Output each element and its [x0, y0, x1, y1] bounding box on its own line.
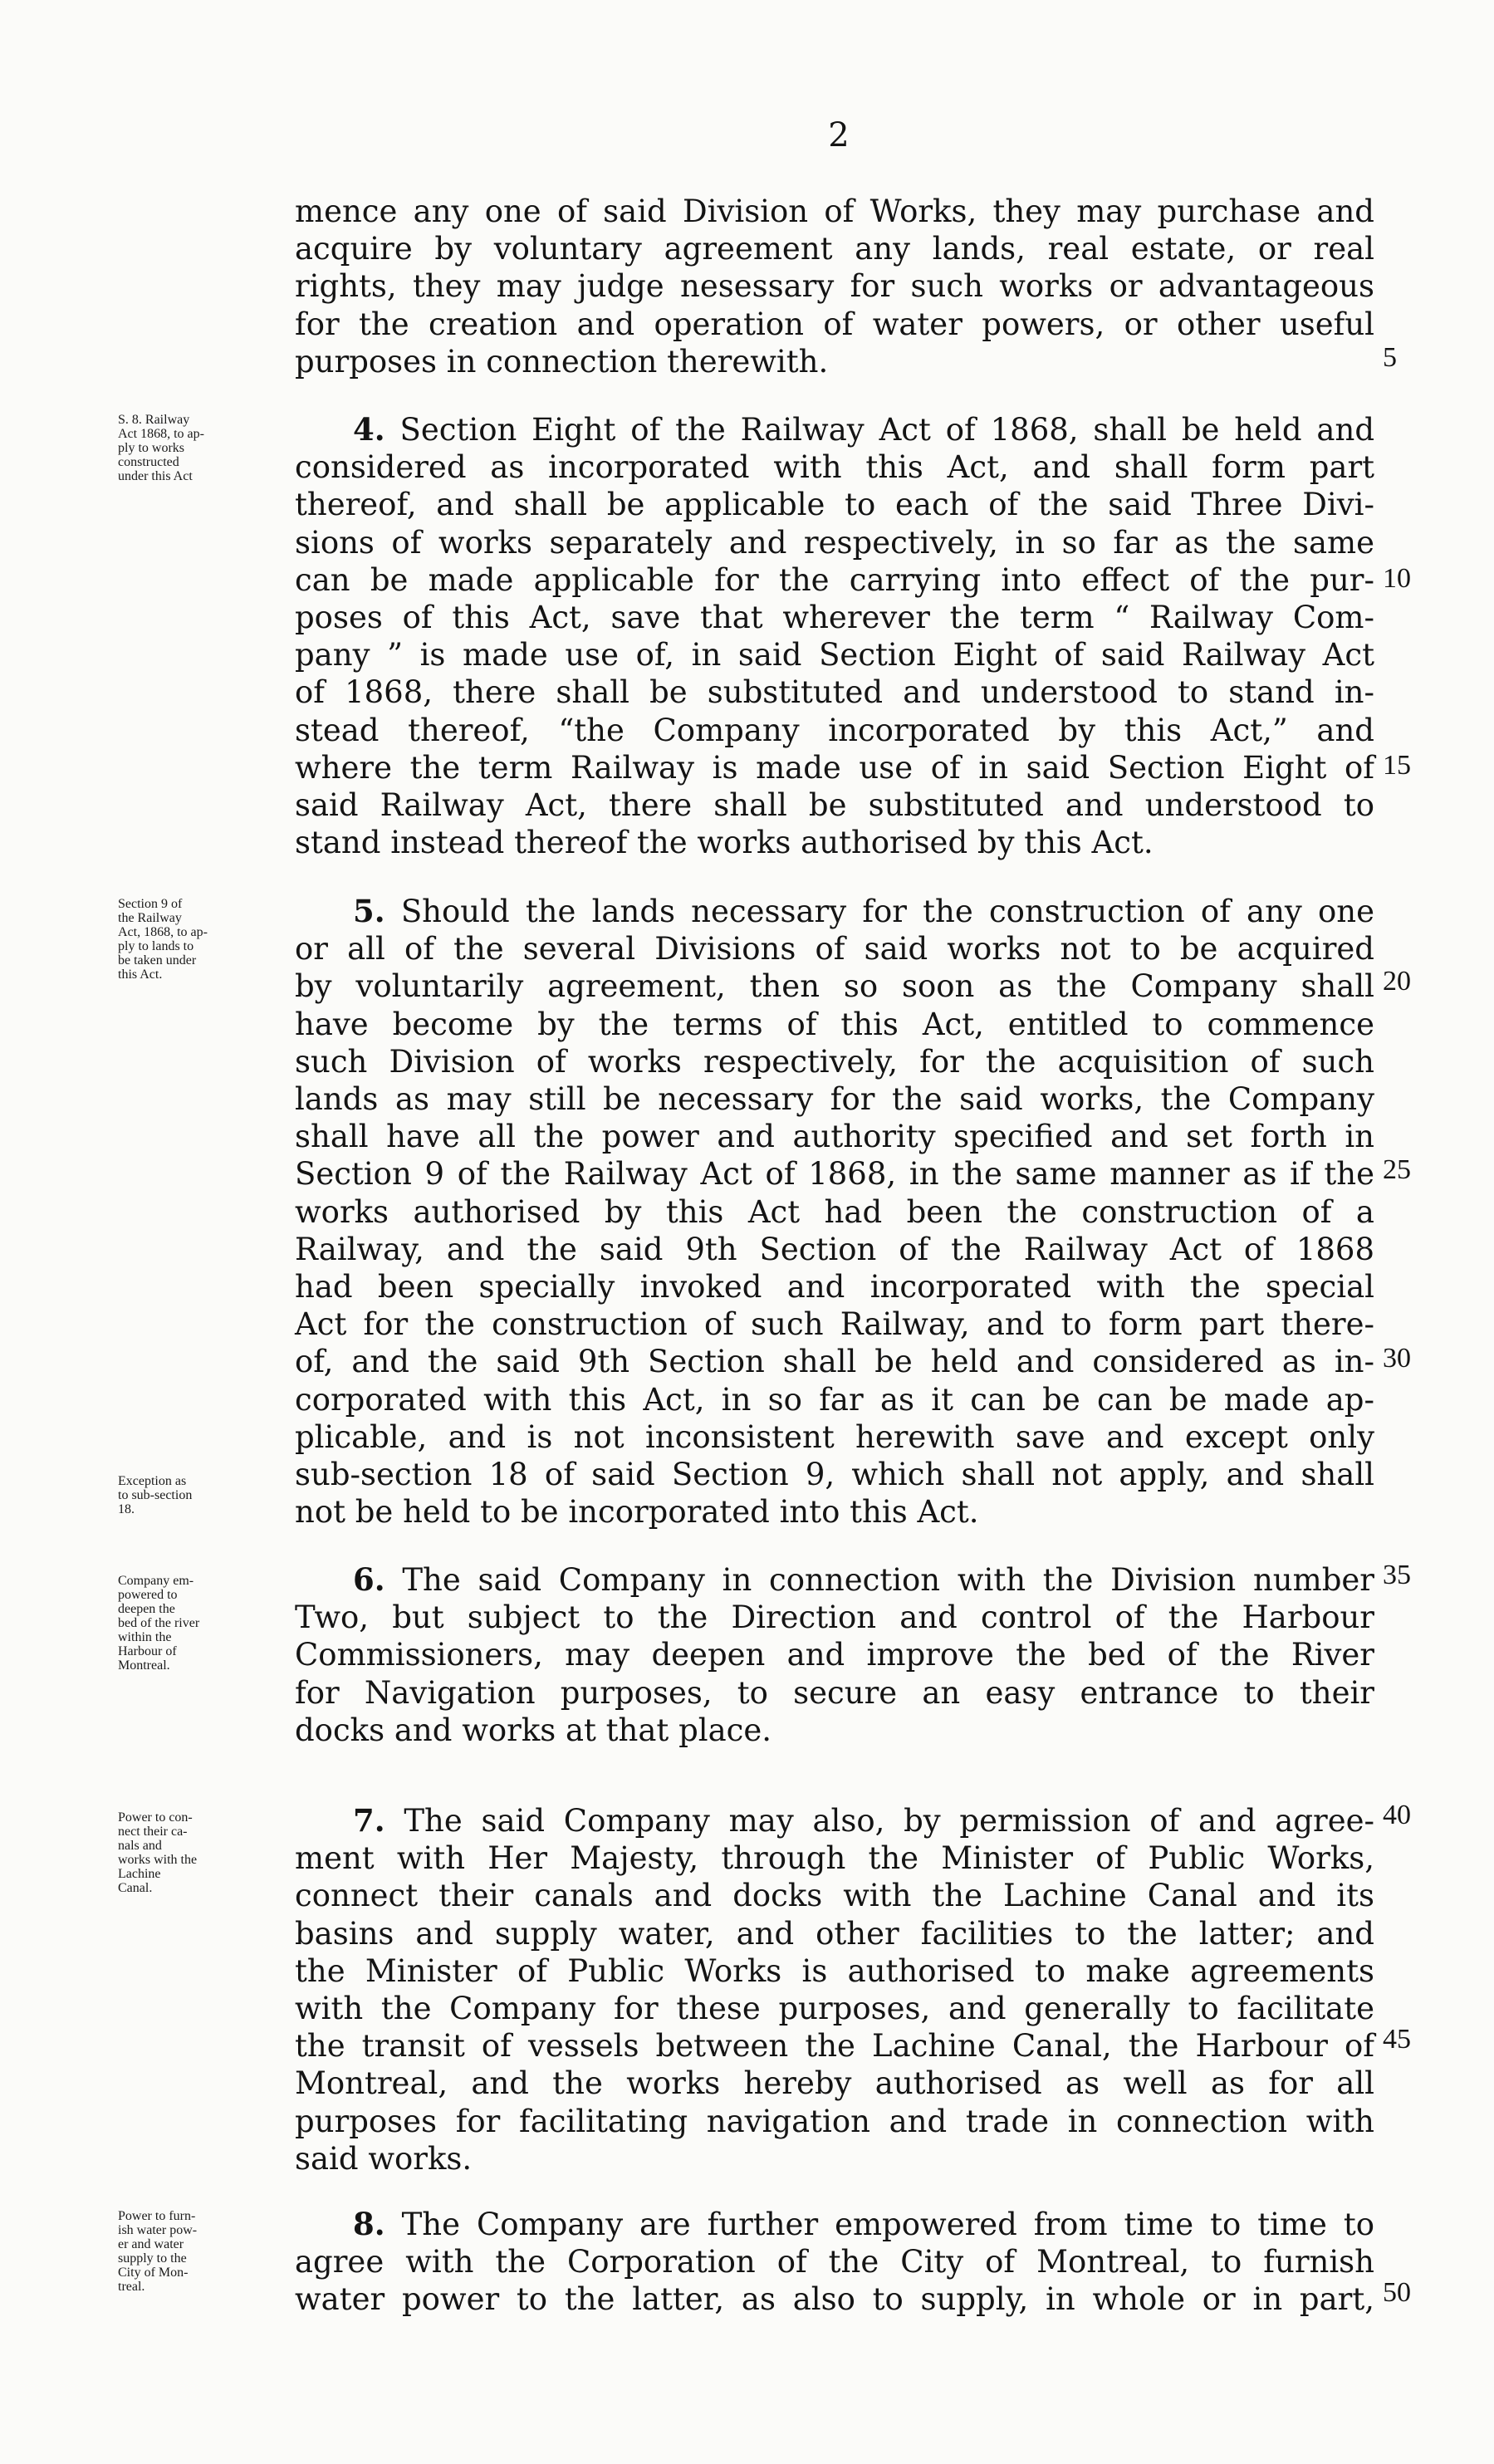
line-number-10: 10 [1383, 563, 1411, 594]
line-number-50: 50 [1383, 2277, 1411, 2308]
marginal-note-line: constructed [118, 455, 179, 469]
text-line: considered as incorporated with this Act, and shall form part [295, 449, 1374, 486]
text-line: purposes in connection therewith. [295, 343, 829, 380]
marginal-note-line: within the [118, 1630, 172, 1644]
text-line [295, 893, 1374, 930]
text-line: water power to the latter, as also to supply, in whole or in part, [295, 2281, 1374, 2318]
text-line: sub-section 18 of said Section 9, which shall not apply, and shall [295, 1457, 1374, 1493]
line-number-25: 25 [1383, 1154, 1411, 1185]
text-line: Section 9 of the Railway Act of 1868, in the same manner as if the [295, 1156, 1374, 1193]
marginal-note-line: 18. [118, 1502, 135, 1516]
marginal-note-line: ply to works [118, 441, 184, 455]
marginal-note-line: Section 9 of [118, 897, 183, 911]
text-line: with the Company for these purposes, and generally to facilitate [295, 1991, 1374, 2027]
marginal-note-line: nals and [118, 1839, 162, 1853]
line-number-20: 20 [1383, 966, 1411, 997]
text-line: for the creation and operation of water powers, or other useful [295, 306, 1374, 342]
marginal-note-section-4 [118, 413, 292, 483]
text-line: docks and works at that place. [295, 1712, 772, 1748]
text-line: or all of the several Divisions of said works not to be acquired [295, 931, 1374, 967]
text-line: where the term Railway is made use of in said Section Eight of [295, 749, 1374, 786]
marginal-note-line: er and water [118, 2237, 184, 2251]
text-line: for Navigation purposes, to secure an easy entrance to their [295, 1674, 1374, 1711]
marginal-note-line: under this Act [118, 469, 193, 483]
text-line: mence any one of said Division of Works, they may purchase and [295, 193, 1374, 229]
marginal-note-line: the Railway [118, 911, 182, 925]
text-line [295, 2206, 1374, 2243]
text-line-content: The said Company may also, by permission of and agree- [404, 1803, 1374, 1839]
text-line: poses of this Act, save that wherever the term “ Railway Com- [295, 600, 1374, 636]
text-line: plicable, and is not inconsistent herewith save and except only [295, 1418, 1374, 1455]
text-line: had been specially invoked and incorporated with the special [295, 1269, 1374, 1305]
section-7-text [295, 1802, 1374, 2177]
text-line: said Railway Act, there shall be substituted and understood to [295, 787, 1374, 824]
marginal-note-line: Act 1868, to ap- [118, 427, 204, 441]
marginal-note-line: Montreal. [118, 1658, 170, 1673]
text-line: acquire by voluntary agreement any lands, real estate, or real [295, 231, 1374, 267]
marginal-note-line: Exception as [118, 1474, 187, 1488]
text-line: Two, but subject to the Direction and control of the Harbour [295, 1599, 1374, 1636]
text-line: such Division of works respectively, for the acquisition of such [295, 1043, 1374, 1080]
text-line [295, 1802, 1374, 1839]
section-number: 8. [353, 2206, 385, 2242]
text-line: connect their canals and docks with the Lachine Canal and its [295, 1878, 1374, 1914]
text-line: Montreal, and the works hereby authorised as well as for all [295, 2065, 1374, 2102]
section-6-text [295, 1561, 1374, 1749]
text-line: of 1868, there shall be substituted and understood to stand in- [295, 674, 1374, 711]
text-line: purposes for facilitating navigation and trade in connection with [295, 2103, 1374, 2139]
marginal-note-line: Canal. [118, 1881, 153, 1895]
text-line: have become by the terms of this Act, entitled to commence [295, 1006, 1374, 1042]
marginal-note-line: Power to con- [118, 1810, 193, 1825]
section-number: 7. [353, 1802, 385, 1839]
line-number-15: 15 [1383, 750, 1411, 781]
text-line: works authorised by this Act had been the construction of a [295, 1193, 1374, 1230]
section-5-text [295, 893, 1374, 1531]
section-number: 5. [353, 893, 385, 929]
text-line: of, and the said 9th Section shall be held and considered as in- [295, 1344, 1374, 1380]
text-line: can be made applicable for the carrying into effect of the pur- [295, 561, 1374, 598]
text-line: the Minister of Public Works is authorised to make agreements [295, 1952, 1374, 1989]
intro-paragraph [295, 193, 1374, 380]
marginal-note-line: ish water pow- [118, 2223, 198, 2237]
text-line: corporated with this Act, in so far as it can be can be made ap- [295, 1381, 1374, 1418]
text-line: pany ” is made use of, in said Section Eight of said Railway Act [295, 637, 1374, 674]
text-line: stead thereof, “the Company incorporated by this Act,” and [295, 712, 1374, 748]
section-8-text [295, 2206, 1374, 2319]
section-number: 4. [353, 411, 385, 448]
text-line-content: Section Eight of the Railway Act of 1868, shall be held and [399, 412, 1375, 448]
marginal-note-line: S. 8. Railway [118, 413, 190, 427]
marginal-note-line: powered to [118, 1588, 178, 1602]
line-number-5: 5 [1383, 342, 1397, 373]
marginal-note-line: bed of the river [118, 1616, 200, 1630]
text-line: not be held to be incorporated into this Act. [295, 1494, 979, 1531]
text-line: sions of works separately and respectively, in so far as the same [295, 524, 1374, 561]
line-number-35: 35 [1383, 1560, 1411, 1590]
text-line: Railway, and the said 9th Section of the Railway Act of 1868 [295, 1231, 1374, 1267]
text-line-content: The Company are further empowered from time to time to [401, 2207, 1374, 2242]
text-line: shall have all the power and authority specified and set forth in [295, 1119, 1374, 1155]
marginal-note-line: ply to lands to [118, 939, 194, 953]
text-line: stand instead thereof the works authorised by this Act. [295, 825, 1154, 861]
marginal-note-line: Lachine [118, 1867, 161, 1881]
text-line: by voluntarily agreement, then so soon as the Company shall [295, 968, 1374, 1005]
line-number-30: 30 [1383, 1343, 1411, 1374]
text-line: said works. [295, 2140, 473, 2177]
text-line: the transit of vessels between the Lachine Canal, the Harbour of [295, 2028, 1374, 2065]
marginal-note-line: nect their ca- [118, 1825, 188, 1839]
text-line: lands as may still be necessary for the said works, the Company [295, 1081, 1374, 1118]
text-line-content: The said Company in connection with the Division number [402, 1562, 1374, 1598]
marginal-note-line: Power to furn- [118, 2209, 196, 2223]
text-line: thereof, and shall be applicable to each of the said Three Divi- [295, 487, 1374, 523]
marginal-note-section-7 [118, 1810, 292, 1895]
marginal-note-line: City of Mon- [118, 2266, 189, 2280]
marginal-note-line: works with the [118, 1853, 198, 1867]
text-line [295, 411, 1374, 448]
marginal-note-line: Company em- [118, 1574, 194, 1588]
text-line: ment with Her Majesty, through the Minister of Public Works, [295, 1840, 1374, 1877]
marginal-note-section-5 [118, 897, 292, 982]
text-line: agree with the Corporation of the City of Montreal, to furnish [295, 2244, 1374, 2280]
text-line: basins and supply water, and other facilities to the latter; and [295, 1915, 1374, 1952]
section-number: 6. [353, 1561, 385, 1598]
marginal-note-line: be taken under [118, 953, 197, 967]
text-line [295, 1561, 1374, 1599]
marginal-note-line: this Act. [118, 967, 163, 982]
section-4-text [295, 411, 1374, 861]
marginal-note-line: Harbour of [118, 1644, 177, 1658]
text-line: rights, they may judge nesessary for such works or advantageous [295, 268, 1374, 305]
marginal-note-line: deepen the [118, 1602, 175, 1616]
text-line-content: Should the lands necessary for the construction of any one [400, 894, 1374, 929]
line-number-45: 45 [1383, 2024, 1411, 2055]
marginal-note-line: Act, 1868, to ap- [118, 925, 208, 939]
text-line: Commissioners, may deepen and improve the bed of the River [295, 1637, 1374, 1673]
marginal-note-section-6 [118, 1574, 292, 1673]
line-number-40: 40 [1383, 1800, 1411, 1830]
marginal-note-line: supply to the [118, 2251, 187, 2266]
marginal-note-line: treal. [118, 2280, 145, 2294]
text-line: Act for the construction of such Railway, and to form part there- [295, 1306, 1374, 1343]
page-number: 2 [828, 116, 850, 154]
marginal-note-exception [118, 1474, 292, 1516]
marginal-note-section-8 [118, 2209, 292, 2294]
marginal-note-line: to sub-section [118, 1488, 193, 1502]
